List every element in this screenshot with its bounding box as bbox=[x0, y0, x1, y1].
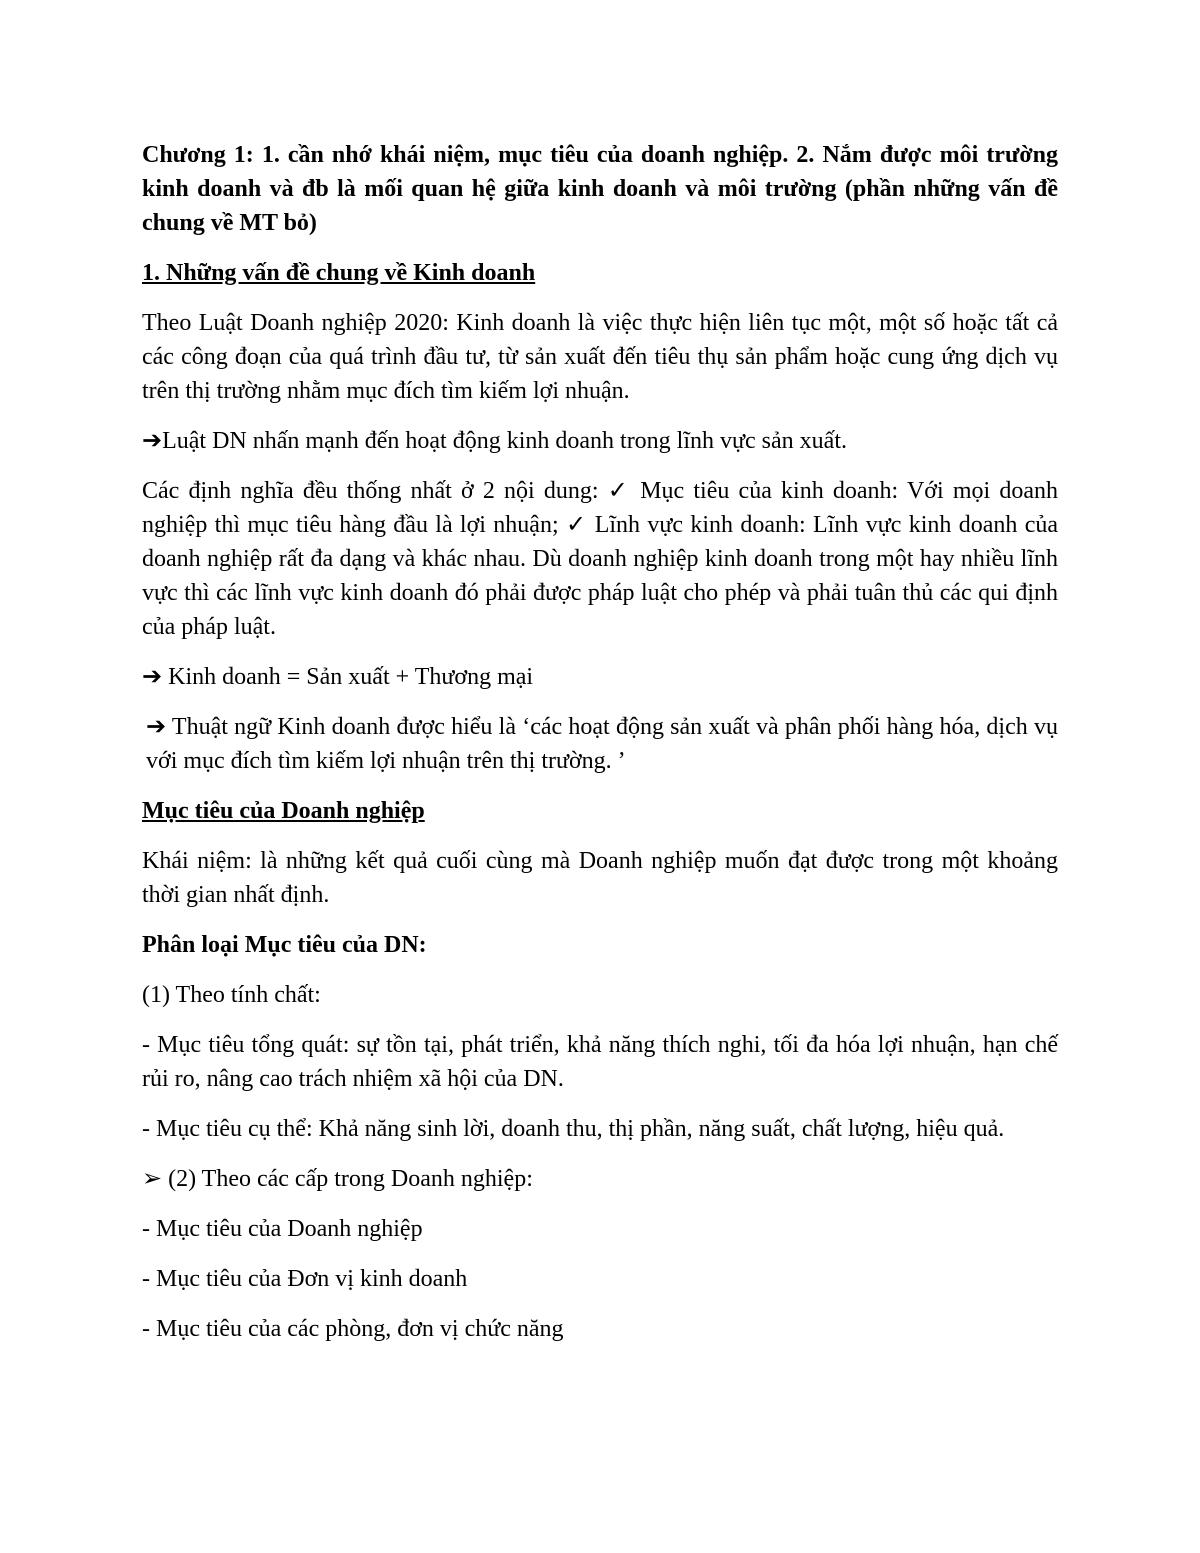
paragraph-formula: ➔ Kinh doanh = Sản xuất + Thương mại bbox=[142, 664, 534, 690]
paragraph-by-level: ➢ (2) Theo các cấp trong Doanh nghiệp: bbox=[142, 1166, 533, 1192]
paragraph-definitions: Các định nghĩa đều thống nhất ở 2 nội dung: ✓ Mục tiêu của kinh doanh: Với mọi doanh nghiệp thì mục tiêu hàng đầu là lợi nhuận; ✓ Lĩnh vực kinh doanh: Lĩnh vực kinh doanh của doanh nghiệp rất đa dạng và khác nhau. Dù doanh nghiệp kinh doanh trong một hay nhiều lĩnh vực thì các lĩnh vực kinh doanh đó phải được pháp luật cho phép và phải tuân thủ các qui định của pháp luật. bbox=[142, 478, 1058, 640]
paragraph-law-note: ➔Luật DN nhấn mạnh đến hoạt động kinh doanh trong lĩnh vực sản xuất. bbox=[142, 428, 847, 454]
list-item-level-departments: - Mục tiêu của các phòng, đơn vị chức năng bbox=[142, 1316, 564, 1342]
chapter-intro: Chương 1: 1. cần nhớ khái niệm, mục tiêu của doanh nghiệp. 2. Nắm được môi trường kinh doanh và đb là mối quan hệ giữa kinh doanh và môi trường (phần những vấn đề chung về MT bỏ) bbox=[142, 142, 1058, 236]
paragraph-concept: Khái niệm: là những kết quả cuối cùng mà Doanh nghiệp muốn đạt được trong một khoảng thời gian nhất định. bbox=[142, 848, 1058, 908]
section-heading-goals: Mục tiêu của Doanh nghiệp bbox=[142, 798, 425, 824]
paragraph-term: ➔ Thuật ngữ Kinh doanh được hiểu là ‘các hoạt động sản xuất và phân phối hàng hóa, dịch vụ với mục đích tìm kiếm lợi nhuận trên thị trường. ’ bbox=[146, 714, 1058, 774]
list-item-level-business-unit: - Mục tiêu của Đơn vị kinh doanh bbox=[142, 1266, 468, 1292]
paragraph-by-nature: (1) Theo tính chất: bbox=[142, 982, 321, 1008]
classification-heading: Phân loại Mục tiêu của DN: bbox=[142, 932, 427, 958]
paragraph-law-definition: Theo Luật Doanh nghiệp 2020: Kinh doanh là việc thực hiện liên tục một, một số hoặc tất cả các công đoạn của quá trình đầu tư, từ sản xuất đến tiêu thụ sản phẩm hoặc cung ứng dịch vụ trên thị trường nhằm mục đích tìm kiếm lợi nhuận. bbox=[142, 310, 1058, 404]
document-page bbox=[142, 138, 1058, 1362]
paragraph-general-goal: - Mục tiêu tổng quát: sự tồn tại, phát triển, khả năng thích nghi, tối đa hóa lợi nhuận, hạn chế rủi ro, nâng cao trách nhiệm xã hội của DN. bbox=[142, 1032, 1058, 1092]
paragraph-specific-goal: - Mục tiêu cụ thể: Khả năng sinh lời, doanh thu, thị phần, năng suất, chất lượng, hiệu quả. bbox=[142, 1116, 1005, 1142]
section-heading-business: 1. Những vấn đề chung về Kinh doanh bbox=[142, 260, 536, 286]
list-item-level-enterprise: - Mục tiêu của Doanh nghiệp bbox=[142, 1216, 423, 1242]
